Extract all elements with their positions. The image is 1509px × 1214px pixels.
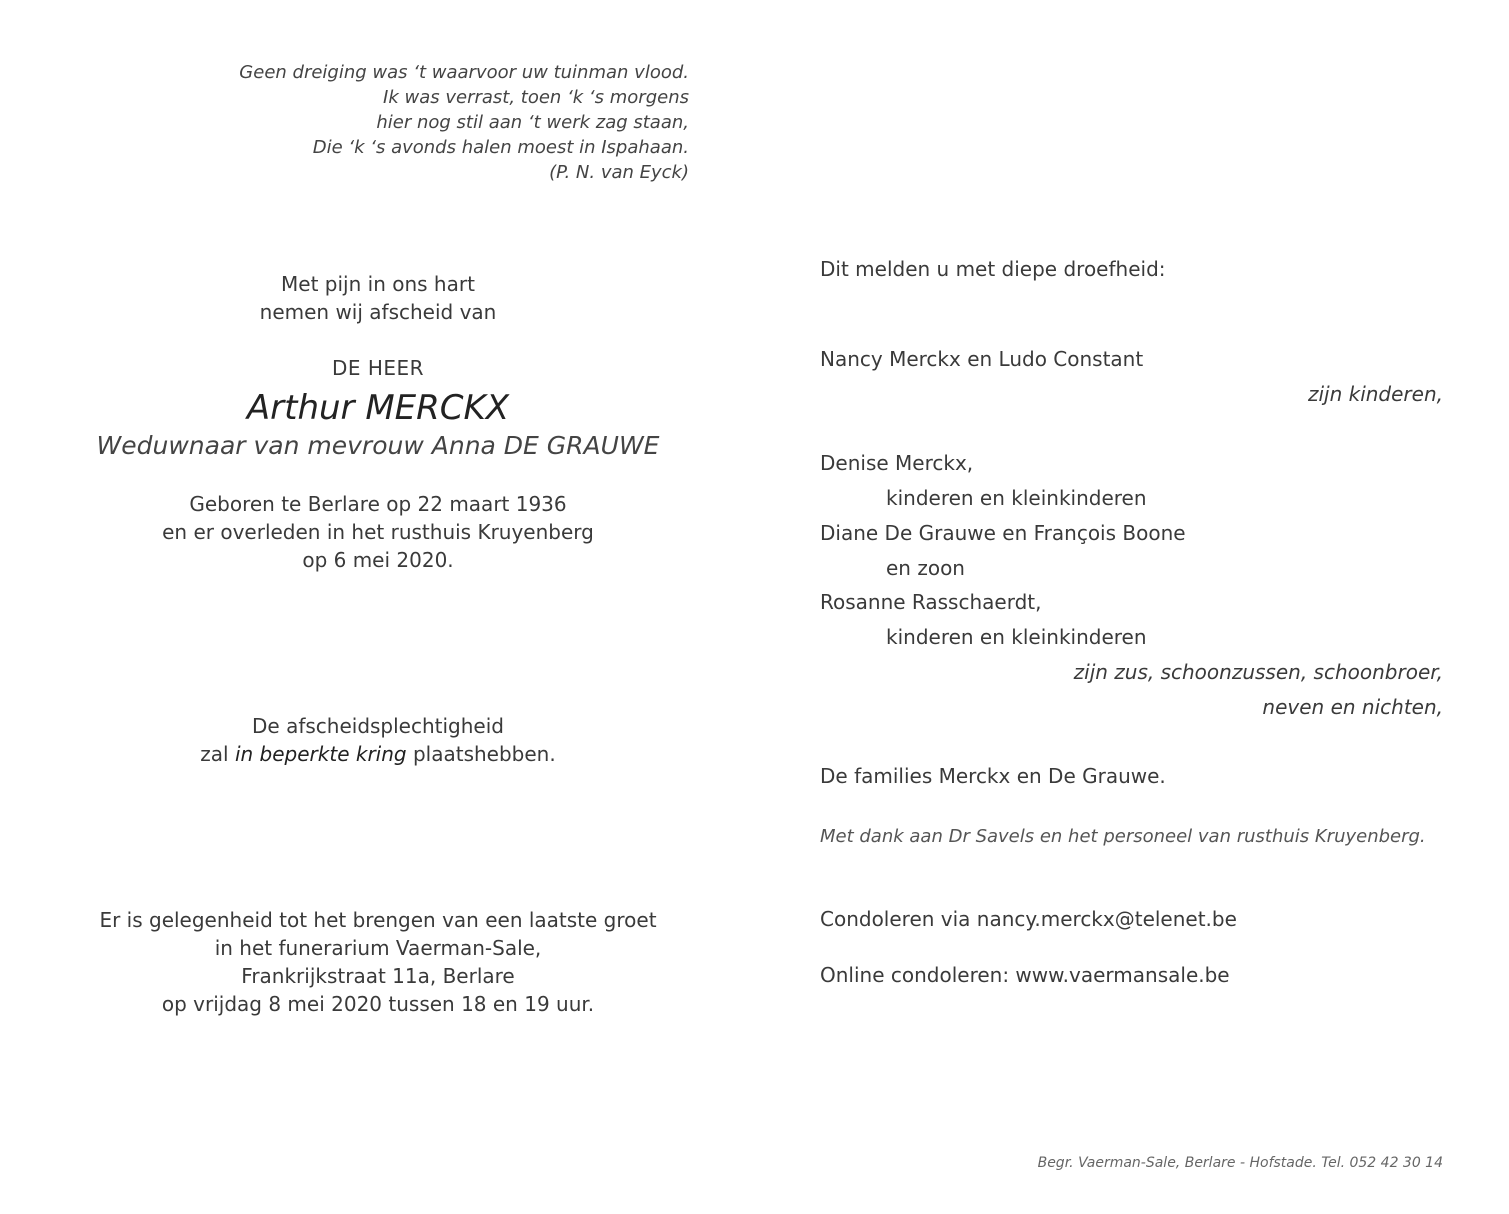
announcement: Dit melden u met diepe droefheid: (820, 257, 1166, 281)
intro-line: Met pijn in ons hart (281, 272, 475, 296)
poem-author: (P. N. van Eyck) (549, 162, 689, 183)
visit-line: Frankrijkstraat 11a, Berlare (241, 964, 515, 988)
sibling-descendants: kinderen en kleinkinderen (886, 625, 1147, 649)
visit-line: op vrijdag 8 mei 2020 tussen 18 en 19 uur. (161, 992, 595, 1016)
birth-line: Geboren te Berlare op 22 maart 1936 (189, 492, 567, 516)
ceremony (60, 712, 696, 768)
families: De families Merckx en De Grauwe. (820, 764, 1166, 788)
siblings-label: zijn zus, schoonzussen, schoonbroer, (1073, 660, 1443, 684)
deceased-title: DE HEER (331, 356, 425, 380)
visit-line: Er is gelegenheid tot het brengen van een laatste groet (99, 908, 657, 932)
poem (239, 60, 689, 185)
poem-line: Ik was verrast, toen ‘k ‘s morgens (383, 87, 689, 108)
poem-line: hier nog stil aan ‘t werk zag staan, (376, 112, 689, 133)
siblings-label: neven en nichten, (1262, 695, 1443, 719)
thanks-note: Met dank aan Dr Savels en het personeel van rusthuis Kruyenberg. (820, 826, 1426, 847)
birth-line: op 6 mei 2020. (302, 548, 454, 572)
ceremony-text: zal (200, 742, 235, 766)
ceremony-text: plaatshebben. (406, 742, 556, 766)
visitation (60, 906, 696, 1018)
children-names: Nancy Merckx en Ludo Constant (820, 347, 1144, 371)
sibling-name: Denise Merckx, (820, 451, 974, 475)
ceremony-line (60, 740, 696, 768)
ceremony-emphasis: in beperkte kring (234, 742, 407, 766)
footer-funeral-home: Begr. Vaerman-Sale, Berlare - Hofstade. Tel. 052 42 30 14 (1037, 1155, 1443, 1171)
sibling-descendants: kinderen en kleinkinderen (886, 486, 1147, 510)
condolence-online: Online condoleren: www.vaermansale.be (820, 963, 1230, 987)
poem-line: Die ‘k ‘s avonds halen moest in Ispahaan. (312, 137, 689, 158)
sibling-descendants: en zoon (886, 556, 965, 580)
intro (60, 270, 696, 326)
visit-line: in het funerarium Vaerman-Sale, (214, 936, 542, 960)
poem-line: Geen dreiging was ‘t waarvoor uw tuinman vlood. (239, 62, 689, 83)
deceased-name: Arthur MERCKX (246, 388, 510, 428)
birth-details (60, 490, 696, 574)
ceremony-line: De afscheidsplechtigheid (252, 714, 504, 738)
sibling-name: Rosanne Rasschaerdt, (820, 590, 1042, 614)
deceased-widow: Weduwnaar van mevrouw Anna DE GRAUWE (96, 431, 660, 460)
birth-line: en er overleden in het rusthuis Kruyenberg (162, 520, 594, 544)
intro-line: nemen wij afscheid van (259, 300, 497, 324)
children-label: zijn kinderen, (1307, 382, 1443, 406)
sibling-name: Diane De Grauwe en François Boone (820, 521, 1186, 545)
condolence-email: Condoleren via nancy.merckx@telenet.be (820, 907, 1237, 931)
